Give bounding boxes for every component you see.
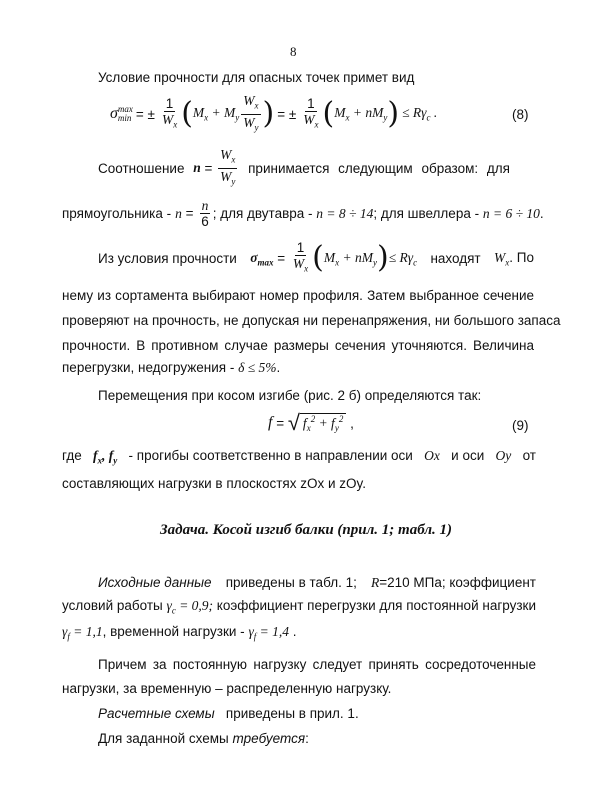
paragraph-strength-line2: нему из сортамента выбирают номер профиля. Затем выбранное сечение [62, 288, 534, 303]
word-for: для [486, 160, 510, 176]
text-colon: : [305, 731, 309, 746]
equation-number-9: (9) [512, 418, 529, 433]
word-following: следующим [338, 160, 413, 176]
symbol-r: R [370, 575, 380, 590]
text-given-in-appendix: приведены в прил. 1. [225, 706, 359, 721]
text-where: где [62, 448, 82, 463]
symbol-wx: W [494, 249, 506, 265]
text-ibeam: ; для двутавра - [212, 206, 313, 221]
paragraph-strength-line1: Из условия прочности $\sigma_{max}$ = $\frac{1}{W_x}$ ( $M_x + nM_y$ ) ≤ $R\gamma_c$ находят $W_x$. По [98, 240, 534, 276]
text-from-condition: Из условия прочности [98, 250, 237, 266]
formula-9: f = √ $f_x^2 + f_y^2$ , [268, 410, 354, 435]
paragraph-initial-data-line2: условий работы $\gamma_c = 0,9$; коэффициент перегрузки для постоянной нагрузки [62, 598, 536, 616]
word-ratio: Соотношение [98, 160, 185, 176]
text-for-scheme: Для заданной схемы [98, 731, 229, 746]
equation-number-8: (8) [512, 107, 529, 122]
text-temp-load: , временной нагрузки - [102, 624, 245, 639]
text-po: . По [509, 249, 534, 265]
paragraph-deflections-line1: где $f_x$, $f_y$ - прогибы соответственно в направлении оси Ox и оси Oy от [62, 448, 536, 466]
text-find: находят [430, 250, 481, 266]
paragraph-strength-condition: Условие прочности для опасных точек примет вид [98, 70, 415, 85]
paragraph-initial-data-line3: $\gamma_f = 1,1$, временной нагрузки - $\gamma_f = 1,4$ . [62, 624, 297, 642]
formula-n: n = $\frac{W_x}{W_y}$ [193, 147, 236, 187]
task-heading: Задача. Косой изгиб балки (прил. 1; табл. 1) [160, 522, 453, 538]
word-manner: образом: [421, 160, 479, 176]
word-taken: принимается [248, 160, 330, 176]
text-overload: перегрузки, недогружения - [62, 360, 235, 375]
text-deflections: - прогибы соответственно в направлении оси [128, 448, 413, 463]
text-r-value: =210 МПа; коэффициент [379, 575, 536, 590]
text-given-in-table: приведены в табл. 1; [225, 575, 357, 590]
axis-oy: Oy [495, 448, 512, 463]
paragraph-ratio [98, 147, 510, 189]
text-channel: ; для швеллера - [373, 206, 480, 221]
text-required: требуется [232, 731, 306, 746]
formula-sigma-max: $\sigma_{max}$ = $\frac{1}{W_x}$ ( $M_x + nM_y$ ) ≤ $R\gamma_c$ [250, 240, 418, 276]
paragraph-strength-line5: перегрузки, недогружения - δ ≤ 5%. [62, 360, 281, 375]
text-initial-data: Исходные данные [98, 575, 212, 590]
axis-ox: Ox [424, 448, 440, 463]
paragraph-required [98, 731, 309, 746]
value-ibeam: n = 8 ÷ 14 [316, 205, 374, 221]
text-calc-schemes: Расчетные схемы [98, 706, 215, 721]
paragraph-schemes [98, 706, 359, 721]
paragraph-section-types: прямоугольника - n = $\frac{n}{6}$ ; для двутавра - n = 8 ÷ 14 ; для швеллера - n = 6 ÷ 10 . [62, 198, 544, 229]
formula-8: σ max min = ± $\frac{1}{W_x}$ ( $M_x + M_y$ $\frac{W_x}{W_y}$ ) = ± $\frac{1}{W_x}$ ( $M_x + nM_y$ ) ≤ $R\gamma_c$ . [110, 92, 438, 133]
text-period: . [539, 206, 544, 221]
paragraph-initial-data-line1 [98, 575, 536, 591]
text-work-conditions: условий работы [62, 598, 163, 613]
paragraph-strength-line4: прочности. В противном случае размеры сечения уточняются. Величина [62, 338, 534, 353]
paragraph-deflections-line2: составляющих нагрузки в плоскостях zOx и zOy. [62, 476, 367, 491]
text-overload-factor: коэффициент перегрузки для постоянной нагрузки [216, 598, 536, 613]
text-from: от [522, 448, 536, 463]
paragraph-strength-line3: проверяют на прочность, не допуская ни перенапряжения, ни большого запаса [62, 313, 561, 328]
paragraph-displacements: Перемещения при косом изгибе (рис. 2 б) определяются так: [98, 388, 482, 403]
page-number: 8 [290, 44, 297, 59]
paragraph-loads-line1: Причем за постоянную нагрузку следует принять сосредоточенные [98, 657, 536, 672]
text-rectangle: прямоугольника - [62, 206, 172, 221]
paragraph-loads-line2: нагрузки, за временную – распределенную нагрузку. [62, 681, 392, 696]
text-and-axis: и оси [451, 448, 485, 463]
value-channel: n = 6 ÷ 10 [482, 205, 540, 221]
